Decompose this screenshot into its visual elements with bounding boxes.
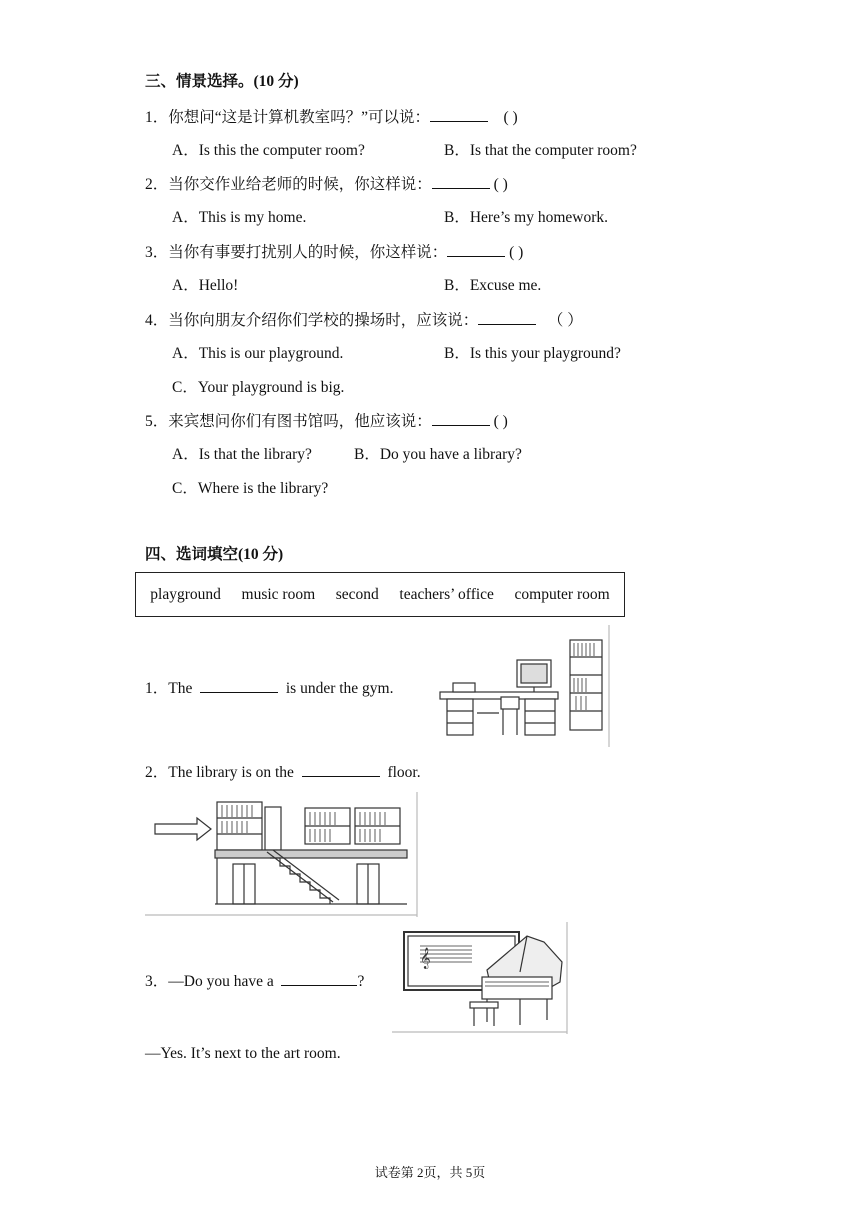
q3-option-a: A．Hello! [172, 277, 239, 294]
word-bank-item: second [335, 585, 379, 603]
q3-stem: 3．当你有事要打扰别人的时候，你这样说： ( ) [145, 244, 524, 261]
answer-blank [281, 971, 357, 986]
q4-option-a: A．This is our playground. [172, 345, 344, 362]
fill-item-1: 1．The is under the gym. [145, 680, 394, 697]
q4-option-c: C．Your playground is big. [172, 379, 345, 396]
section4-heading: 四、选词填空(10 分) [145, 546, 284, 563]
q3-option-b: B．Excuse me. [444, 277, 542, 294]
q4-stem: 4．当你向朋友介绍你们学校的操场时，应该说： （ ） [145, 312, 583, 329]
q2-option-b: B．Here’s my homework. [444, 209, 609, 226]
answer-blank [478, 310, 536, 325]
answer-line: —Yes. It’s next to the art room. [145, 1045, 341, 1062]
answer-blank [200, 678, 278, 693]
word-bank-item: music room [241, 585, 316, 603]
q1-option-a: A．Is this the computer room? [172, 142, 365, 159]
word-bank [135, 572, 625, 617]
library-second-floor-picture [145, 792, 420, 917]
q5-option-b: B．Do you have a library? [354, 446, 522, 463]
answer-blank [432, 174, 490, 189]
answer-blank [430, 107, 488, 122]
q4-option-b: B．Is this your playground? [444, 345, 621, 362]
q5-option-a: A．Is that the library? [172, 446, 312, 463]
word-bank-item: computer room [514, 585, 610, 603]
fill-item-2: 2．The library is on the floor. [145, 764, 421, 781]
q1-option-b: B．Is that the computer room? [444, 142, 637, 159]
teachers-office-picture [425, 625, 610, 747]
q2-option-a: A．This is my home. [172, 209, 307, 226]
answer-blank [447, 242, 505, 257]
word-bank-item: teachers’ office [399, 585, 494, 603]
music-room-picture [392, 922, 570, 1034]
fill-item-3: 3．—Do you have a ? [145, 973, 365, 990]
q5-option-c: C．Where is the library? [172, 480, 329, 497]
q2-stem: 2．当你交作业给老师的时候，你这样说： ( ) [145, 176, 508, 193]
page-footer: 试卷第 2页，共 5页 [374, 1165, 486, 1180]
section3-heading: 三、情景选择。(10 分) [145, 73, 299, 90]
q5-stem: 5．来宾想问你们有图书馆吗，他应该说： ( ) [145, 413, 508, 430]
answer-blank [302, 762, 380, 777]
word-bank-item: playground [150, 585, 221, 603]
answer-blank [432, 411, 490, 426]
svg-text:𝄞: 𝄞 [420, 948, 431, 969]
q1-stem: 1．你想问“这是计算机教室吗？”可以说： ( ) [145, 109, 518, 126]
